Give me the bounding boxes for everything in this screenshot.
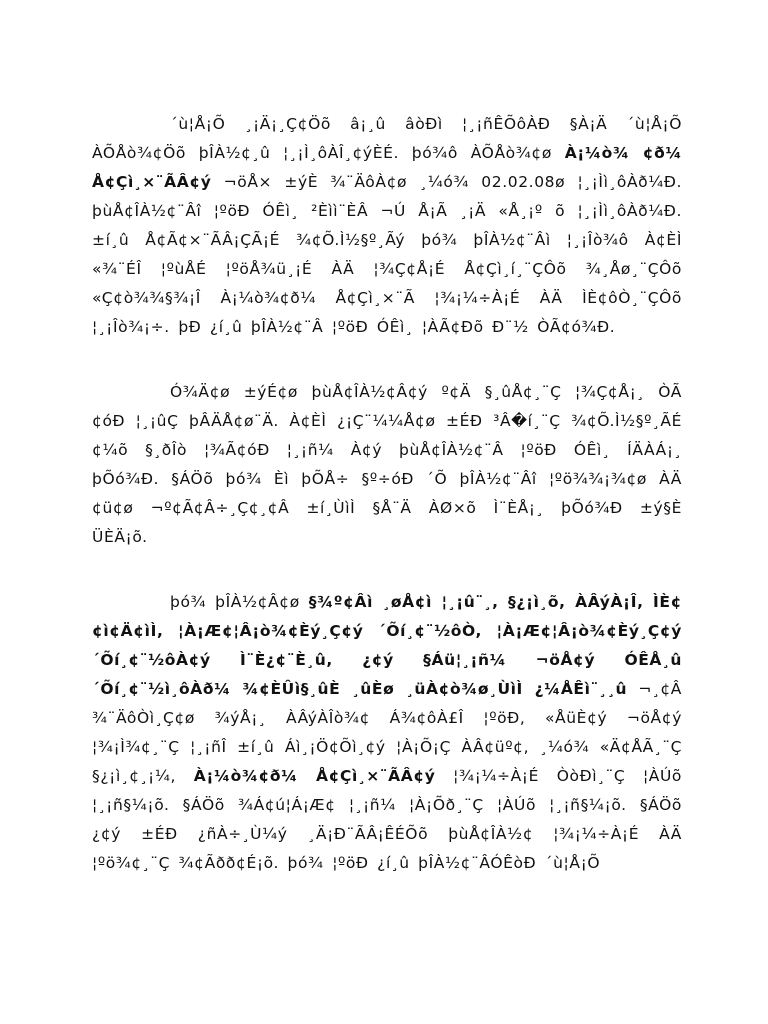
paragraph-1 [92, 110, 682, 342]
paragraph-3-bold-title: À¡¼ò¾¢ð¼ Å¢Çì¸×¨ÃÂ¢ý [193, 767, 436, 785]
paragraph-1-part-2: ¬öÅ× ±ýÈ ¾¨ÄôÀ¢ø ¸¼ó¾ 02.02.08ø ¦¸¡Ìì¸ôÀð¼Ð. þùÅ¢ÎÀ½¢¨Âî ¦ºöÐ ÓÊì¸ ²Èìì¨ÈÂ ¬Ú Å¡Ã ¸¡Ä «Å¸¡º õ ¦¸¡Ìì¸ôÀð¼Ð. ±í¸û Å¢Ã¢×¨ÃÂ¡ÇÃ¡É ¾¢Õ.Ì½§º¸Ãý þó¾ þÎÀ½¢¨Âì ¦¸¡Îò¾ô À¢ÈÌ «¾¨ÉÎ ¦ºùÅÉ ¦ºöÅ¾ü¸¡É ÀÄ ¦¾Ç¢Å¡É Å¢Çì¸í¸¨ÇÔõ ¾¸Åø¸¨ÇÔõ «Ç¢ò¾¾§¾¡Î À¡¼ò¾¢ð¼ Å¢Çì¸×¨Ã ¦¾¡¼÷À¡É ÀÄ ÌÈ¢ôÒ¸¨ÇÔõ ¦¸¡Îò¾¡÷. þÐ ¿í¸û þÎÀ½¢¨Â ¦ºöÐ ÓÊì¸ ¦ÀÃ¢Ðõ Ð¨½ ÒÃ¢ó¾Ð. [92, 173, 682, 336]
paragraph-3-part-2: ¬¸¢Â ¾¨ÄôÒì¸Ç¢ø ¾ýÅ¡¸ ÀÂýÀÎò¾¢ Á¾¢ôÀ£Î ¦ºöÐ, «ÅüÈ¢ý ¬öÅ¢ý ¦¾¡Ì¾¢¸¨Ç ¦¸¡ñÎ ±í¸û Áì¸¡Ö¢Õì¸¢ý ¦À¡Õ¡Ç ÀÂ¢üº¢, ¸¼ó¾ «Ä¢ÅÃ¸¨Ç §¿¡ì¸¢¸¡¼, [92, 680, 682, 785]
paragraph-3-part-3: ¦¾¡¼÷À¡É ÒòÐì¸¨Ç ¦ÀÚõ ¦¸¡ñ§¼¡õ. §ÁÖõ ¾Á¢ú¦Á¡Æ¢ ¦¸¡ñ¼ ¦À¡Õð¸¨Ç ¦ÀÚõ ¦¸¡ñ§¼¡õ. §ÁÖõ ¿¢ý ±ÉÐ ¿ñÀ÷¸Ù¼ý ¸Ä¡Ð¨ÃÂ¡ÊÉÕõ þùÅ¢ÎÀ½¢ ¦¾¡¼÷À¡É ÀÄ ¦ºö¾¢¸¨Ç ¾¢Ãðð¢É¡õ. þó¾ ¦ºöÐ ¿í¸û þÎÀ½¢¨ÂÓÊòÐ ´ù¦Å¡Õ [92, 767, 683, 872]
paragraph-3-bold-topics: §¾º¢Âì ¸øÅ¢ì ¦¸¡û¨¸, §¿¡ì¸õ, ÀÂýÀ¡Î, ÌÈ¢¢ì¢Ä¢ìÌ, ¦À¡Æ¢¦Â¡ò¾¢Èý¸Ç¢ý ´Õí¸¢¨½ôÒ, ¦À¡Æ¢¦Â¡ò¾¢Èý¸Ç¢ý ´Õí¸¢¨½ôÀ¢ý Ì¨È¿¢¨È¸û, ¿¢ý §Áü¦¸¡ñ¼ ¬öÅ¢ý ÓÊÅ¸û ´Õí¸¢¨½ì¸ôÀð¼ ¾¢ÈÛì§¸ûÈ ¸ûÈø ¸üÀ¢ò¾ø¸ÙìÌ ¿¼ÅÊì¨¸¸û [92, 593, 682, 698]
paragraph-1-bold-title: À¡¼ò¾ ¢ð¼ Å¢Çì¸×¨ÃÂ¢ý [92, 144, 683, 191]
paragraph-3-part-1: þó¾ þÎÀ½¢Â¢ø [170, 593, 309, 611]
document-page [92, 110, 682, 878]
paragraph-1-part-1: ´ù¦Å¡Õ ¸¡Ä¡¸Ç¢Öõ â¡¸û âòÐì ¦¸¡ñÊÕôÀÐ §À¡Ä ´ù¦Å¡Õ ÀÕÅò¾¢Öõ þÎÀ½¢¸û ¦¸¡Ì¸ôÀÎ¸¢ýÈÉ. þó¾ô ÀÕÅò¾¢ø [92, 115, 682, 162]
paragraph-2-text: Ó¾Ä¢ø ±ýÉ¢ø þùÅ¢ÎÀ½¢Â¢ý º¢Ä §¸ûÅ¢¸¨Ç ¦¾Ç¢Å¡¸ ÒÃ ¢óÐ ¦¸¡ûÇ þÂÄÅ¢ø¨Ä. À¢ÈÌ ¿¡Ç¨¼¼Å¢ø ±ÉÐ ³Â�í¸¨Ç ¾¢Õ.Ì½§º¸ÃÉ ¢¼õ §¸ðÎò ¦¾Ã¢óÐ ¦¸¡ñ¼ À¢ý þùÅ¢ÎÀ½¢¨Â ¦ºöÐ ÓÊì¸ ÍÄÀÁ¡¸ þÕó¾Ð. §ÁÖõ þó¾ Èì þÕÅ÷ §º÷óÐ ´Õ þÎÀ½¢¨Âî ¦ºö¾¾¡¾¢ø ÀÄ ¢ü¢ø ¬º¢Ã¢Â÷¸Ç¢¸¢Â ±í¸ÙìÌ §Å¨Ä ÀØ×õ Ì¨ÈÅ¡¸ þÕó¾Ð ±ý§È ÜÈÄ¡õ. [92, 383, 682, 546]
paragraph-3 [92, 588, 682, 878]
paragraph-2 [92, 378, 682, 552]
